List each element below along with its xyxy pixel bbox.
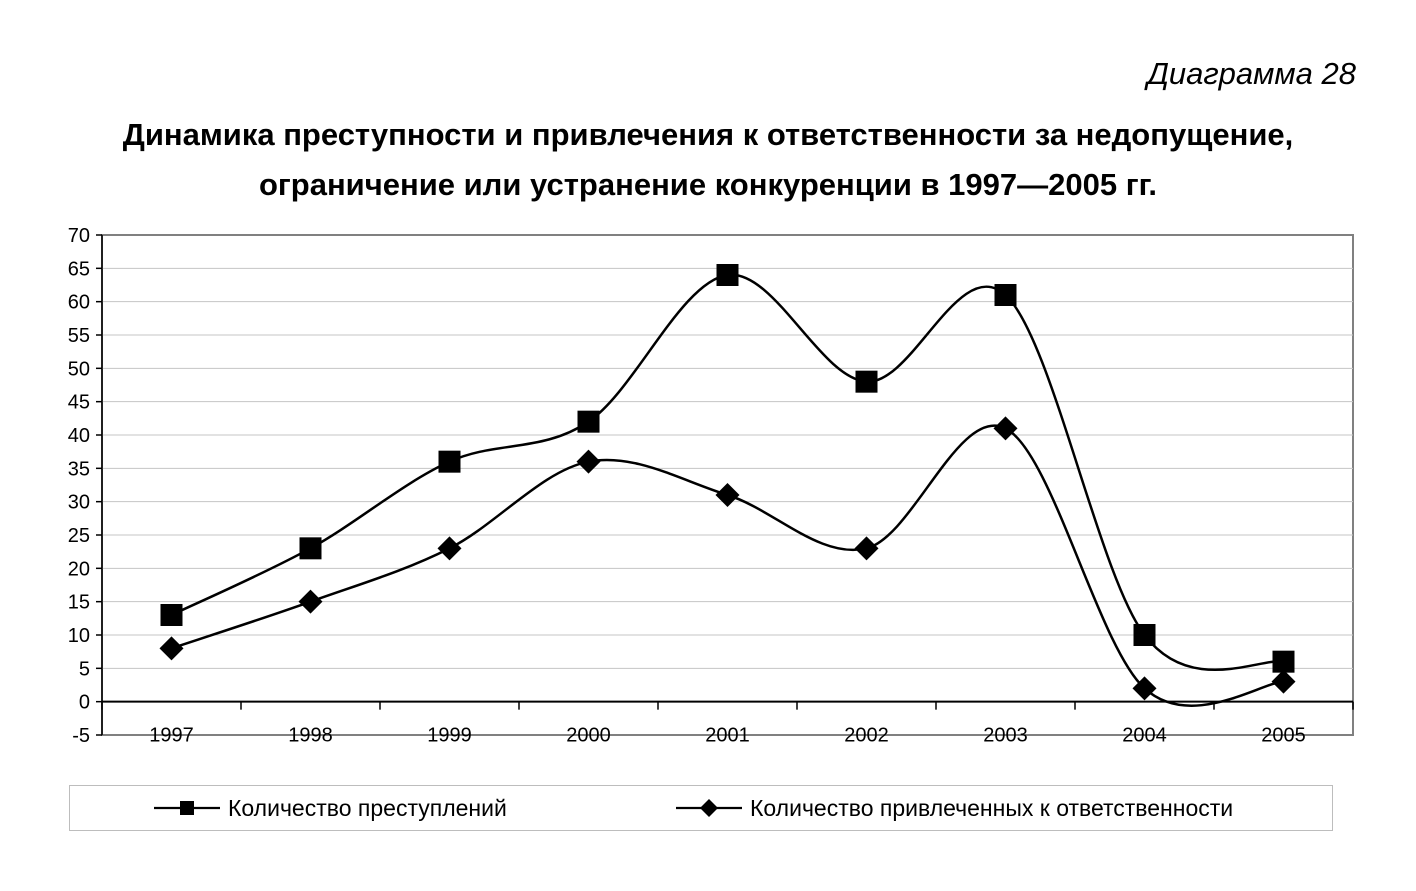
y-tick-label: 55 — [67, 325, 90, 347]
y-tick-label: 15 — [67, 591, 90, 614]
x-tick-label: 2003 — [983, 724, 1028, 747]
chart-title-line-2: ограничение или устранение конкуренции в 1997—2005 гг. — [258, 167, 1158, 202]
series-1-square-marker — [578, 411, 600, 433]
series-1-square-marker — [995, 284, 1017, 306]
series-2-diamond-marker — [994, 416, 1018, 440]
series-1-square-marker — [717, 264, 739, 286]
x-tick-label: 1997 — [149, 724, 194, 747]
y-tick-label: 40 — [67, 425, 90, 447]
x-tick-label: 2005 — [1261, 724, 1306, 747]
series-2-line — [172, 426, 1284, 706]
legend-label-series-2: Количество привлеченных к ответственности — [750, 794, 1234, 821]
series-layer — [160, 264, 1296, 706]
chart-legend — [69, 785, 1333, 831]
series-1-square-marker — [1273, 651, 1295, 673]
y-tick-label: 5 — [78, 658, 90, 681]
series-2-diamond-marker — [577, 450, 601, 474]
y-tick-label: 35 — [67, 458, 90, 481]
y-tick-label: 20 — [67, 558, 90, 581]
x-tick-label: 2004 — [1122, 724, 1167, 747]
series-1-square-marker — [300, 537, 322, 559]
series-2-diamond-marker — [438, 536, 462, 560]
y-tick-label: 30 — [67, 491, 90, 514]
y-tick-label: 45 — [67, 391, 90, 414]
series-1-square-marker — [161, 604, 183, 626]
series-1-square-marker — [439, 451, 461, 473]
y-tick-label: 65 — [67, 258, 90, 281]
series-2-diamond-marker — [1272, 670, 1296, 694]
legend-item-series-2 — [676, 786, 1233, 830]
y-tick-label: 10 — [67, 625, 90, 647]
legend-diamond-marker-icon — [676, 798, 742, 818]
series-1-square-marker — [1134, 624, 1156, 646]
series-1-line — [172, 275, 1284, 670]
x-tick-label: 2002 — [844, 724, 889, 747]
y-tick-label: 0 — [78, 691, 90, 714]
series-1-square-marker — [856, 371, 878, 393]
series-2-diamond-marker — [160, 636, 184, 660]
series-2-diamond-marker — [299, 590, 323, 614]
series-2-diamond-marker — [716, 483, 740, 507]
legend-square-marker-icon — [154, 798, 220, 818]
legend-item-series-1 — [154, 786, 507, 830]
x-tick-label: 1999 — [427, 724, 472, 747]
x-tick-label: 2000 — [566, 724, 611, 747]
y-tick-label: 50 — [67, 358, 90, 381]
diagram-number-label: Диаграмма 28 — [1147, 56, 1356, 91]
x-tick-label: 1998 — [288, 724, 333, 747]
x-tick-label: 2001 — [705, 724, 750, 747]
legend-label-series-1: Количество преступлений — [228, 794, 507, 821]
y-tick-label: 25 — [67, 525, 90, 547]
series-2-diamond-marker — [855, 536, 879, 560]
y-tick-label: 70 — [67, 225, 90, 247]
y-tick-label: 60 — [67, 291, 90, 314]
chart-title-line-1: Динамика преступности и привлечения к ответственности за недопущение, — [122, 117, 1294, 152]
y-tick-label: -5 — [72, 725, 90, 747]
